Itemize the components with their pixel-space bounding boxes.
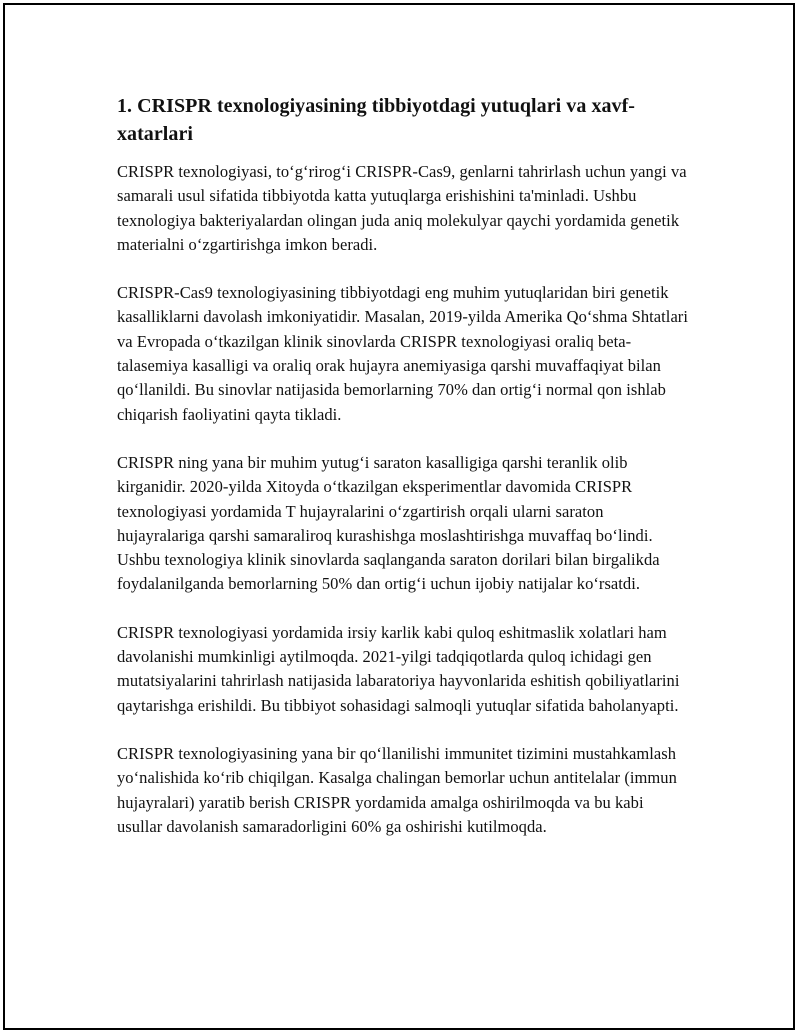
section-heading: 1. CRISPR texnologiyasining tibbiyotdagi yutuqlari va xavf-xatarlari xyxy=(117,95,636,145)
paragraph-intro: CRISPR texnologiyasi, to‘g‘rirog‘i CRISPR-Cas9, genlarni tahrirlash uchun yangi va samarali usul sifatida tibbiyotda katta yutuqlarga erishishini ta'minladi. Ushbu texnologiya bakteriyalardan olingan juda aniq molekulyar qaychi yordamida genetik materialni o‘zgartirishga imkon beradi. xyxy=(117,162,687,254)
paragraph-deafness: CRISPR texnologiyasi yordamida irsiy karlik kabi quloq eshitmaslik xolatlari ham davolanishi mumkinligi aytilmoqda. 2021-yilgi tadqiqotlarda quloq ichidagi gen mutatsiyalarini tahrirlash natijasida labaratoriya hayvonlarida eshitish qobiliyatlarini qaytarishga erishildi. Bu tibbiyot sohasidagi salmoqli yutuqlar sifatida baholanyapti. xyxy=(117,622,680,715)
document-body xyxy=(117,92,689,863)
paragraph-cancer: CRISPR ning yana bir muhim yutug‘i saraton kasalligiga qarshi teranlik olib kirganidir. 2020-yilda Xitoyda o‘tkazilgan eksperimentlar davomida CRISPR texnologiyasi yordamida T hujayralarini o‘zgartirish orqali ularni saraton hujayralariga qarshi samaraliroq kurashishga moslashtirishga muvaffaq bo‘lindi. Ushbu texnologiya klinik sinovlarda saqlanganda saraton dorilari bilan birgalikda foydalanilganda bemorlarning 50% dan ortig‘i uchun ijobiy natijalar ko‘rsatdi. xyxy=(117,452,660,594)
paragraph-genetic-diseases: CRISPR-Cas9 texnologiyasining tibbiyotdagi eng muhim yutuqlaridan biri genetik kasalliklarni davolash imkoniyatidir. Masalan, 2019-yilda Amerika Qo‘shma Shtatlari va Evropada o‘tkazilgan klinik sinovlarda CRISPR texnologiyasi oraliq beta-talasemiya kasalligi va oraliq orak hujayra anemiyasiga qarshi muvaffaqiyat bilan qo‘llanildi. Bu sinovlar natijasida bemorlarning 70% dan ortig‘i normal qon ishlab chiqarish faoliyatini qayta tikladi. xyxy=(117,283,688,424)
paragraph-immunity: CRISPR texnologiyasining yana bir qo‘llanilishi immunitet tizimini mustahkamlash yo‘nalishida ko‘rib chiqilgan. Kasalga chalingan bemorlar uchun antitelalar (immun hujayralari) yaratib berish CRISPR yordamida amalga oshirilmoqda va bu kabi usullar davolanish samaradorligini 60% ga oshirishi kutilmoqda. xyxy=(117,743,677,836)
